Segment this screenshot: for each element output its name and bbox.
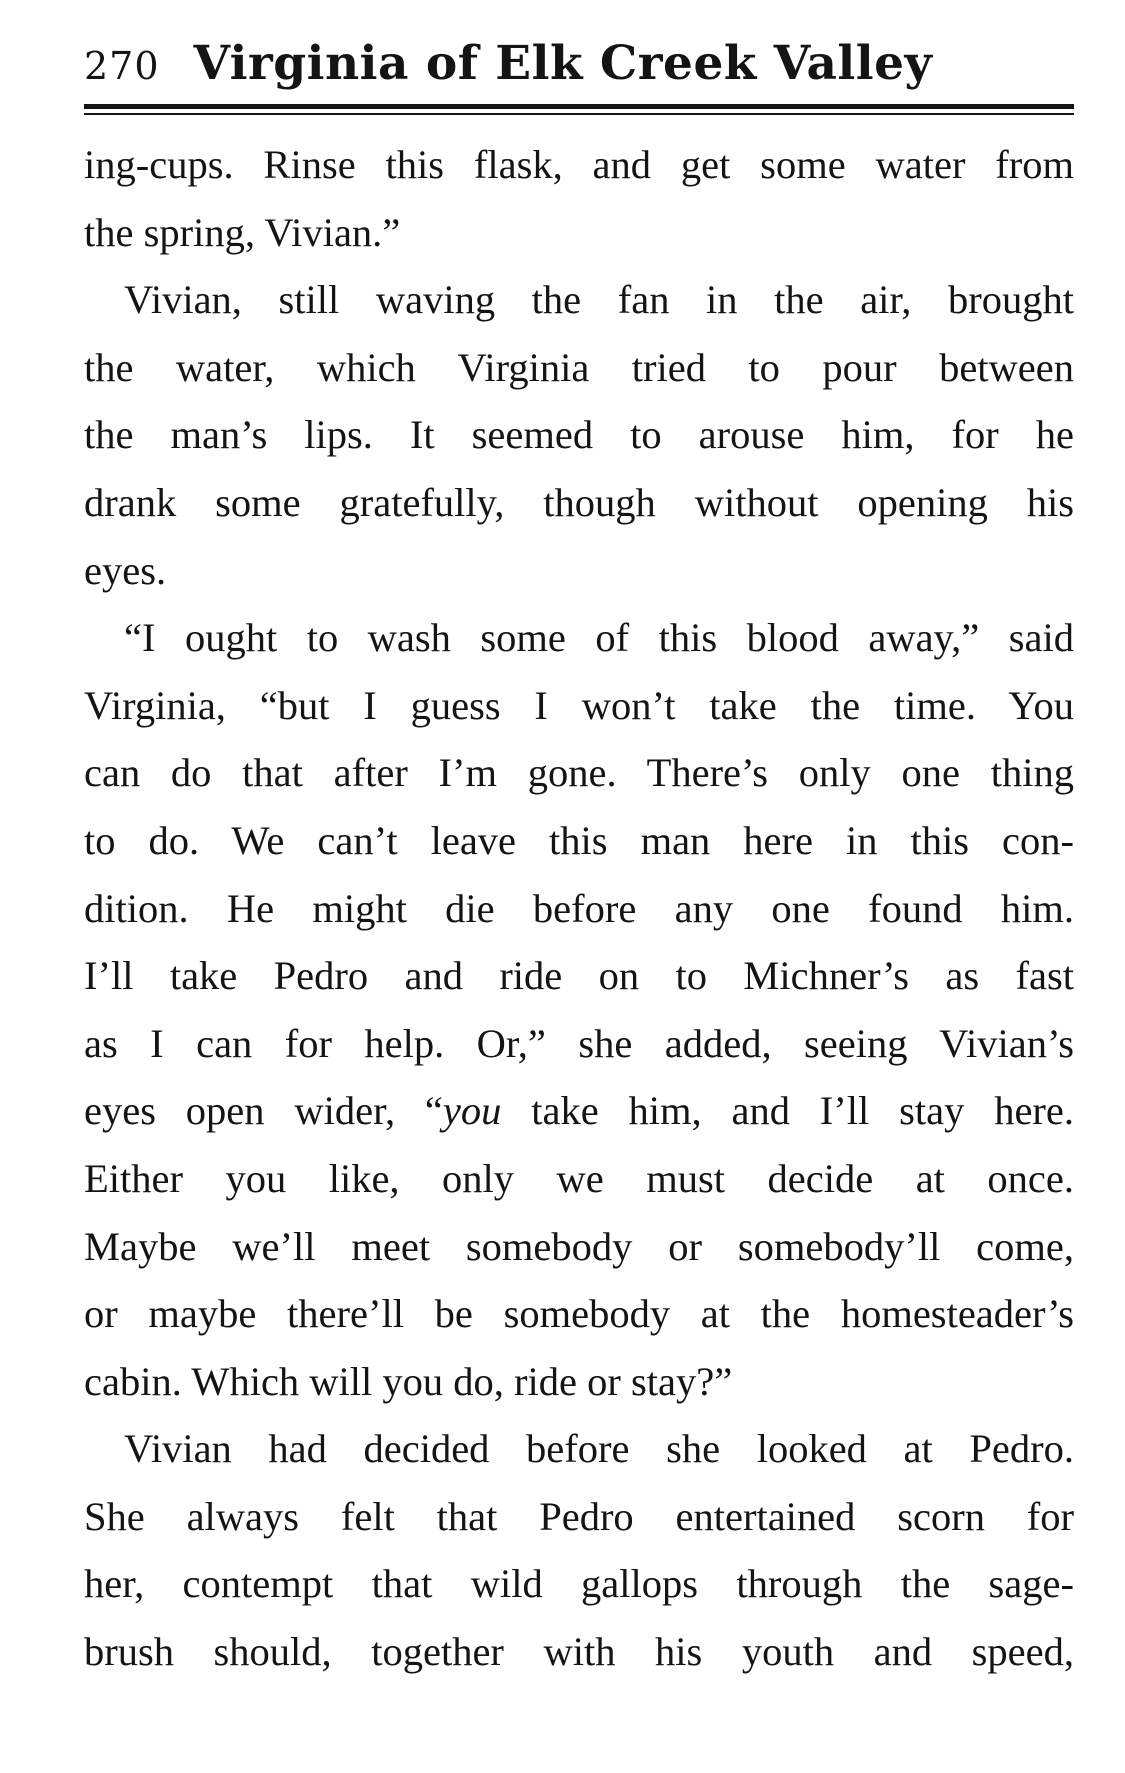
text-line: Either you like, only we must decide at once. — [84, 1155, 1074, 1201]
page-number: 270 — [84, 44, 160, 88]
text-line: eyes open wider, “you take him, and I’ll stay here. — [84, 1088, 1075, 1134]
text-line: or maybe there’ll be somebody at the homesteader’s — [84, 1291, 1074, 1337]
text-line: to do. We can’t leave this man here in this con- — [84, 817, 1074, 863]
page-header — [84, 36, 1074, 98]
text-line: ing-cups. Rinse this flask, and get some water from — [84, 142, 1074, 187]
text-line: eyes. — [84, 547, 167, 593]
text-line: Vivian had decided before she looked at Pedro. — [124, 1426, 1074, 1472]
text-line: can do that after I’m gone. There’s only one thing — [84, 750, 1074, 796]
text-line: dition. He might die before any one found him. — [84, 885, 1074, 931]
text-line: cabin. Which will you do, ride or stay?” — [84, 1358, 733, 1404]
text-line: Virginia, “but I guess I won’t take the time. You — [84, 682, 1074, 728]
emphasis: you — [442, 1088, 502, 1134]
running-title: Virginia of Elk Creek Valley — [193, 36, 933, 91]
text-line: “I ought to wash some of this blood away,” said — [124, 615, 1074, 661]
body-text — [84, 131, 1074, 1686]
text-line: brush should, together with his youth and speed, — [84, 1629, 1074, 1675]
text-line: her, contempt that wild gallops through the sage- — [84, 1561, 1074, 1607]
text-line: the water, which Virginia tried to pour between — [84, 344, 1074, 390]
header-rule — [84, 104, 1074, 115]
book-page — [84, 36, 1074, 1686]
header-rule-thin — [84, 113, 1074, 115]
text-line: Vivian, still waving the fan in the air, brought — [124, 277, 1074, 323]
text-line: She always felt that Pedro entertained scorn for — [84, 1493, 1074, 1539]
text-line: drank some gratefully, though without opening his — [84, 479, 1074, 525]
text-line: the spring, Vivian.” — [84, 209, 401, 255]
text-line: as I can for help. Or,” she added, seeing Vivian’s — [84, 1020, 1074, 1066]
text-line: the man’s lips. It seemed to arouse him, for he — [84, 412, 1074, 458]
text-line: Maybe we’ll meet somebody or somebody’ll come, — [84, 1223, 1074, 1269]
text-line: I’ll take Pedro and ride on to Michner’s as fast — [84, 953, 1074, 999]
